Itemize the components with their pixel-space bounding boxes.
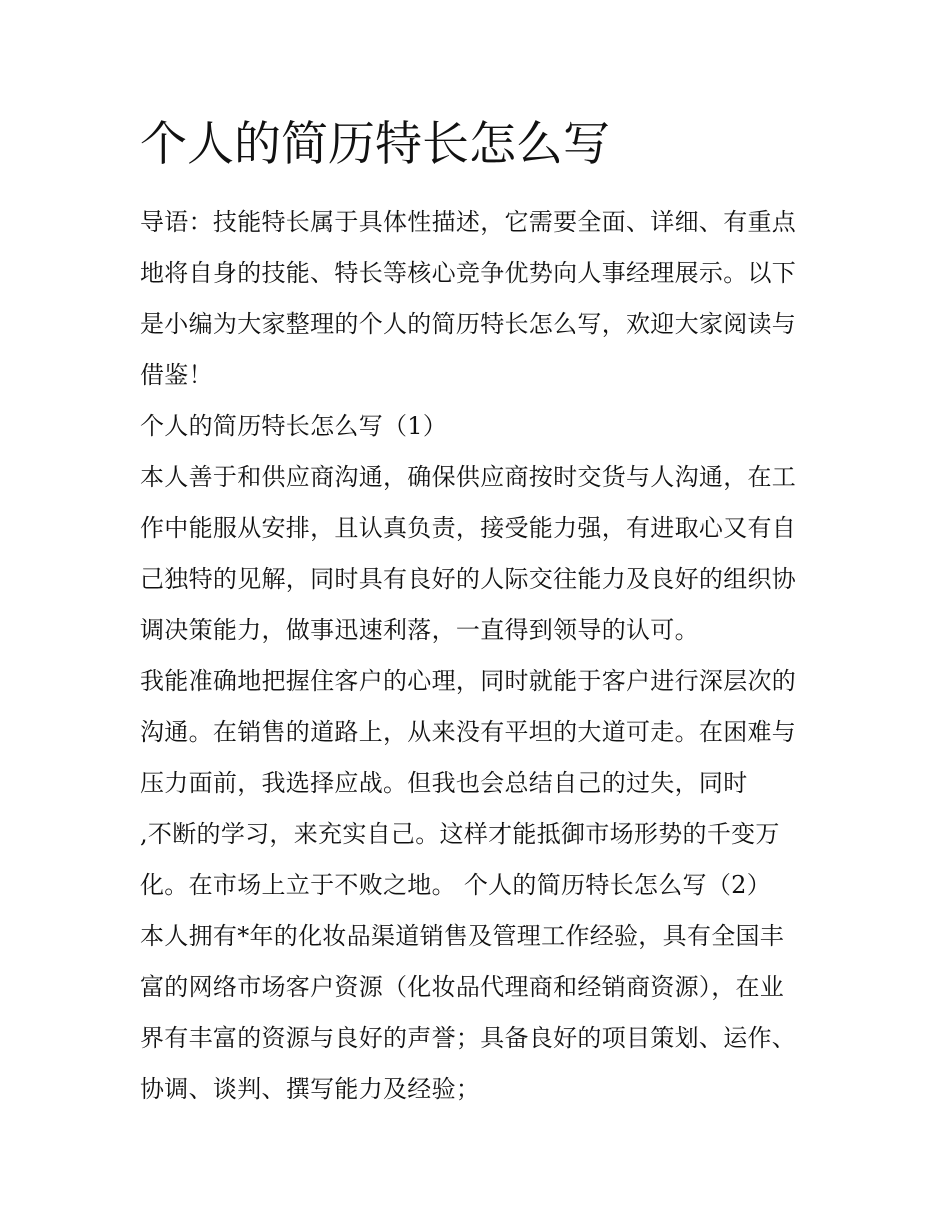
section-heading: 个人的简历特长怎么写（1） xyxy=(140,412,448,440)
text-line: 导语：技能特长属于具体性描述，它需要全面、详细、有重点 xyxy=(140,208,797,236)
text-line: 作中能服从安排，且认真负责，接受能力强，有进取心又有自 xyxy=(140,514,797,542)
text-line: 界有丰富的资源与良好的声誉；具备良好的项目策划、运作、 xyxy=(140,1024,797,1052)
document-title: 个人的简历特长怎么写 xyxy=(140,117,610,172)
text-line: 压力面前，我选择应战。但我也会总结自己的过失，同时 xyxy=(140,769,748,797)
text-line: 协调、谈判、撰写能力及经验； xyxy=(140,1075,481,1103)
text-line: 化。在市场上立于不败之地。 个人的简历特长怎么写（2） xyxy=(140,871,771,899)
text-line: 己独特的见解，同时具有良好的人际交往能力及良好的组织协 xyxy=(140,565,797,593)
text-line: 是小编为大家整理的个人的简历特长怎么写，欢迎大家阅读与 xyxy=(140,310,797,338)
text-line: 本人拥有*年的化妆品渠道销售及管理工作经验，具有全国丰 xyxy=(140,922,785,950)
text-line: 富的网络市场客户资源（化妆品代理商和经销商资源），在业 xyxy=(140,973,785,1001)
text-line: 沟通。在销售的道路上，从来没有平坦的大道可走。在困难与 xyxy=(140,718,797,746)
text-line: 借鉴！ xyxy=(140,361,213,389)
text-line: 调决策能力，做事迅速利落，一直得到领导的认可。 xyxy=(140,616,699,644)
text-line: 本人善于和供应商沟通，确保供应商按时交货与人沟通，在工 xyxy=(140,463,797,491)
text-line: ,不断的学习，来充实自己。这样才能抵御市场形势的千变万 xyxy=(140,820,780,848)
text-line: 地将自身的技能、特长等核心竞争优势向人事经理展示。以下 xyxy=(140,259,797,287)
text-line: 我能准确地把握住客户的心理，同时就能于客户进行深层次的 xyxy=(140,667,797,695)
